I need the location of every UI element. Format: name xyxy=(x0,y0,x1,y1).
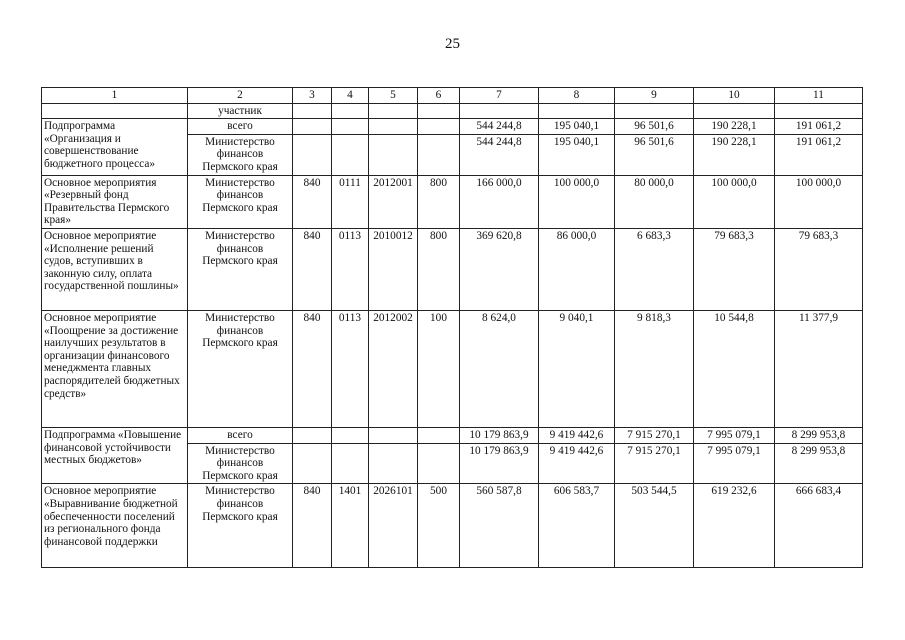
value-cell: 544 244,8 xyxy=(460,119,539,135)
header-cell: 2 xyxy=(188,88,293,104)
table-row xyxy=(42,119,863,135)
program-name-cell: Основное мероприятие «Поощрение за достижение наилучших результатов в организации финансового менеджмента главных распорядителей бюджетных средств» xyxy=(42,310,188,427)
value-cell: 9 419 442,6 xyxy=(539,443,615,484)
table-row xyxy=(42,228,863,310)
section-code-cell xyxy=(332,443,369,484)
value-cell: 7 915 270,1 xyxy=(615,427,694,443)
expense-type-cell: 500 xyxy=(418,484,460,568)
target-code-cell xyxy=(369,427,418,443)
header-cell: 1 xyxy=(42,88,188,104)
section-code-cell: 0113 xyxy=(332,228,369,310)
target-code-cell xyxy=(369,119,418,135)
value-cell: 86 000,0 xyxy=(539,228,615,310)
program-name-cell: Основное мероприятие «Исполнение решений судов, вступивших в законную силу, оплата государственной пошлины» xyxy=(42,228,188,310)
participant-cell: Министерство финансов Пермского края xyxy=(188,228,293,310)
grbs-code-cell: 840 xyxy=(293,228,332,310)
program-name-cell: Основное мероприятие «Выравнивание бюджетной обеспеченности поселений из регионального фонда финансовой поддержки xyxy=(42,484,188,568)
section-code-cell xyxy=(332,119,369,135)
value-cell: 369 620,8 xyxy=(460,228,539,310)
section-code-cell: 0113 xyxy=(332,310,369,427)
section-code-cell: 0111 xyxy=(332,175,369,228)
section-code-cell xyxy=(332,427,369,443)
value-cell: 619 232,6 xyxy=(694,484,775,568)
header-cell: 4 xyxy=(332,88,369,104)
grbs-code-cell: 840 xyxy=(293,175,332,228)
value-cell: 6 683,3 xyxy=(615,228,694,310)
expense-type-cell: 100 xyxy=(418,310,460,427)
value-cell: 8 299 953,8 xyxy=(775,443,863,484)
table-row xyxy=(42,310,863,427)
value-cell: 560 587,8 xyxy=(460,484,539,568)
target-code-cell: 2010012 xyxy=(369,228,418,310)
program-name-cell: Подпрограмма «Организация и совершенствование бюджетного процесса» xyxy=(42,119,188,175)
header-cell: 5 xyxy=(369,88,418,104)
expense-type-cell xyxy=(418,427,460,443)
value-cell: 503 544,5 xyxy=(615,484,694,568)
header-cell: 10 xyxy=(694,88,775,104)
target-code-cell: 2012002 xyxy=(369,310,418,427)
value-cell: 10 179 863,9 xyxy=(460,427,539,443)
participant-cell: Министерство финансов Пермского края xyxy=(188,310,293,427)
section-code-cell: 1401 xyxy=(332,484,369,568)
expense-type-cell: 800 xyxy=(418,175,460,228)
value-cell: 8 299 953,8 xyxy=(775,427,863,443)
value-cell: 100 000,0 xyxy=(775,175,863,228)
participant-cell: всего xyxy=(188,119,293,135)
value-cell: 79 683,3 xyxy=(694,228,775,310)
header-cell: 3 xyxy=(293,88,332,104)
expense-type-cell: 800 xyxy=(418,228,460,310)
value-cell: 9 818,3 xyxy=(615,310,694,427)
header-cell: 6 xyxy=(418,88,460,104)
value-cell: 79 683,3 xyxy=(775,228,863,310)
grbs-code-cell: 840 xyxy=(293,310,332,427)
value-cell: 191 061,2 xyxy=(775,119,863,135)
grbs-code-cell xyxy=(293,427,332,443)
budget-table xyxy=(41,87,863,568)
value-cell: 100 000,0 xyxy=(694,175,775,228)
value-cell: 190 228,1 xyxy=(694,119,775,135)
table-row xyxy=(42,484,863,568)
value-cell: 100 000,0 xyxy=(539,175,615,228)
value-cell: 666 683,4 xyxy=(775,484,863,568)
value-cell: 166 000,0 xyxy=(460,175,539,228)
value-cell: 11 377,9 xyxy=(775,310,863,427)
value-cell: 7 995 079,1 xyxy=(694,427,775,443)
header-cell: 11 xyxy=(775,88,863,104)
participant-cell: Министерство финансов Пермского края xyxy=(188,443,293,484)
participant-cell: всего xyxy=(188,427,293,443)
value-cell: 8 624,0 xyxy=(460,310,539,427)
grbs-code-cell xyxy=(293,443,332,484)
value-cell: 9 040,1 xyxy=(539,310,615,427)
page-number: 25 xyxy=(445,36,460,52)
value-cell: 10 544,8 xyxy=(694,310,775,427)
section-code-cell xyxy=(332,134,369,175)
value-cell: 195 040,1 xyxy=(539,134,615,175)
expense-type-cell xyxy=(418,134,460,175)
target-code-cell xyxy=(369,134,418,175)
program-name-cell: Основное мероприятия «Резервный фонд Правительства Пермского края» xyxy=(42,175,188,228)
table-row xyxy=(42,427,863,443)
program-name-cell: Подпрограмма «Повышение финансовой устойчивости местных бюджетов» xyxy=(42,427,188,483)
participant-cell: участник xyxy=(188,103,293,119)
value-cell: 9 419 442,6 xyxy=(539,427,615,443)
value-cell: 10 179 863,9 xyxy=(460,443,539,484)
table-row xyxy=(42,175,863,228)
value-cell: 96 501,6 xyxy=(615,134,694,175)
participant-cell: Министерство финансов Пермского края xyxy=(188,175,293,228)
participant-cell: Министерство финансов Пермского края xyxy=(188,484,293,568)
grbs-code-cell xyxy=(293,119,332,135)
header-cell: 9 xyxy=(615,88,694,104)
target-code-cell: 2012001 xyxy=(369,175,418,228)
header-cell: 8 xyxy=(539,88,615,104)
grbs-code-cell xyxy=(293,134,332,175)
value-cell: 96 501,6 xyxy=(615,119,694,135)
value-cell: 190 228,1 xyxy=(694,134,775,175)
value-cell: 191 061,2 xyxy=(775,134,863,175)
value-cell: 80 000,0 xyxy=(615,175,694,228)
value-cell: 606 583,7 xyxy=(539,484,615,568)
target-code-cell xyxy=(369,443,418,484)
value-cell: 7 995 079,1 xyxy=(694,443,775,484)
expense-type-cell xyxy=(418,443,460,484)
value-cell: 195 040,1 xyxy=(539,119,615,135)
header-cell: 7 xyxy=(460,88,539,104)
expense-type-cell xyxy=(418,119,460,135)
header-row xyxy=(42,88,863,104)
participant-cell: Министерство финансов Пермского края xyxy=(188,134,293,175)
target-code-cell: 2026101 xyxy=(369,484,418,568)
value-cell: 544 244,8 xyxy=(460,134,539,175)
value-cell: 7 915 270,1 xyxy=(615,443,694,484)
continuation-row xyxy=(42,103,863,119)
grbs-code-cell: 840 xyxy=(293,484,332,568)
